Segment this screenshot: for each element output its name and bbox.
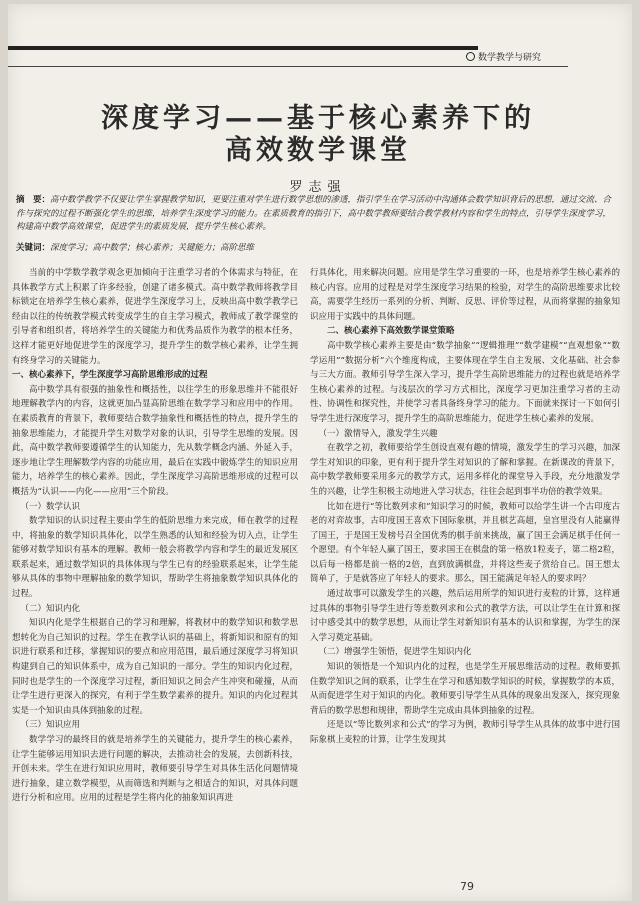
abstract-label: 摘 要： (16, 195, 51, 205)
section-label-text: 数学教学与研究 (478, 53, 542, 63)
header-rule-thick (8, 46, 478, 50)
paragraph: 当前的中学数学教学观念更加倾向于注重学习者的个体需求与特征，在具体教学方式上积累了许多经验，创建了诸多模式。高中数学教师将教学目标锁定在培养学生核心素养，促进学生深度学习上，反映出高中数学教学已经由以往的传统教学模式转变成学生的自主学习模式，教师成了教学课堂的引导者和组织者，将培养学生的关键能力和优秀品质作为教学的根本任务，这样才能更好地促进学生的深度学习，提升学生的数学核心素养，让学生拥有终身学习的关键能力。 (12, 268, 298, 366)
paragraph: 在教学之初，教师要给学生创设直观有趣的情境，激发学生的学习兴趣，加深学生对知识的印象，更有利于提升学生对知识的了解和掌握。在新课改的背景下，高中数学教师要采用多元的教学方式，运用多样化的课堂导入手段，充分地激发学生的兴趣，让学生积极主动地进入学习状态，往往会起到事半功倍的教学效果。 (310, 443, 620, 497)
section-heading: 一、核心素养下，学生深度学习高阶思维形成的过程 (12, 370, 208, 381)
paragraph: 行具体化，用来解决问题。应用是学生学习重要的一环，也是培养学生核心素养的核心内容。应用的过程是对学生深度学习结果的检验，对学生的高阶思维要求比较高，需要学生经历一系列的分析、判断、反思、评价等过程，从而将掌握的抽象知识应用于实践中的具体问题。 (310, 268, 620, 322)
subsection-heading: （一）激情导入，激发学生兴趣 (318, 428, 438, 439)
left-column (12, 266, 298, 866)
subsection-heading: （三）知识应用 (20, 720, 81, 731)
paragraph: 高中数学具有很强的抽象性和概括性，以往学生的形象思维并不能很好地理解教学内的内容，这就更加凸显高阶思维在数学学习和应用中的作用。在素质教育的背景下，教师要结合数学抽象性和概括性的特点，提升学生的抽象思维能力，才能提升学生对数学对象的认识，引导学生思维的发展。因此，高中数学教师要遵循学生的认知能力，先从数学概念内涵、外延入手，逐步地让学生理解数学内容的功能应用，最后在实践中锻炼学生的知识应用能力，培养学生的核心素养。因此，学生深度学习高阶思维形成的过程可以概括为“认识——内化——应用”三个阶段。 (12, 384, 298, 497)
keywords-label: 关键词： (16, 243, 51, 253)
journal-page (8, 4, 632, 901)
paragraph: 还是以“等比数列求和公式”的学习为例，教师引导学生从具体的故事中进行国际象棋上麦粒的计算，让学生发现其 (310, 720, 620, 745)
circle-bullet-icon (466, 52, 475, 61)
keywords-text: 深度学习；高中数学；核心素养；关键能力；高阶思维 (50, 243, 255, 253)
paragraph: 知识内化是学生根据自己的学习和理解，将教材中的数学知识和数学思想转化为自己知识的过程。学生在教学认识的基础上，将新知识和原有的知识进行联系和迁移，掌握知识的要点和应用范围，最后通过深度学习将知识构建到自己的知识体系中，成为自己知识的一部分。学生的知识内化过程，同时也是学生的一个深度学习过程，新旧知识之间会产生冲突和碰撞，从而让学生进行更深入的探究，有利于学生数学素养的提升。知识的内化过程其实是一个知识由具体到抽象的过程。 (12, 618, 298, 716)
article-title-line-2: 高效数学课堂 (225, 135, 411, 166)
subsection-heading: （二）知识内化 (20, 603, 81, 614)
abstract-text: 高中数学教学不仅要让学生掌握教学知识，更要注重对学生进行数学思想的渗透，指引学生在学习活动中沟通体会数学知识背后的思想，通过交流、合作与探究的过程不断强化学生的思维，培养学生深度学习的能力。在素质教育的指引下，高中数学教师要结合教学教材内容和学生的特点，引导学生深度学习，构建高中数学高效课堂，促进学生的素质发展，提升学生核心素养。 (16, 195, 612, 232)
keywords (16, 242, 616, 255)
paragraph: 高中数学核心素养主要是由“数学抽象”“逻辑推理”“数学建模”“直观想象”“数学运用”“数据分析”六个维度构成，主要体现在学生自主发展、文化基础、社会参与三大方面。教师引导学生深入学习，提升学生高阶思维能力的过程也就是培养学生核心素养的过程。与浅层次的学习方式相比，深度学习更加注重学习者的主动性、协调性和探究性，并使学习者具备终身学习的能力。下面就来探讨一下如何引导学生进行深度学习，提升学生的高阶思维能力，促进学生核心素养的发展。 (310, 340, 620, 424)
author-name: 罗志强 (289, 180, 347, 195)
subsection-heading: （一）数学认识 (20, 501, 81, 512)
paragraph: 通过故事可以激发学生的兴趣，然后运用所学的知识进行麦粒的计算，这样通过具体的事物引导学生进行等差数列求和公式的教学方法，可以让学生在计算和探讨中感受其中的数学思想，从而让学生对新知识有基本的认识和掌握，为学生的深入学习奠定基础。 (310, 589, 620, 643)
abstract (16, 194, 616, 235)
section-label (466, 50, 541, 63)
subsection-heading: （二）增强学生领悟，促进学生知识内化 (318, 647, 472, 658)
paragraph: 比如在进行“等比数列求和”知识学习的时候，教师可以给学生讲一个古印度古老的对弈故事，古印度国王喜欢下国际象棋，并且棋艺高超，皇宫里没有人能赢得了国王，于是国王发榜号召全国优秀的棋手前来挑战，赢了国王会满足棋手任何一个愿望。有个年轻人赢了国王，要求国王在棋盘的第一格放1粒麦子，第二格2粒，以后每一格都是前一格的2倍，直到放满棋盘，并将这些麦子赏给自己。国王想太简单了，于是就答应了年轻人的要求。那么，国王能满足年轻人的要求吗？ (310, 501, 620, 585)
page-number: 79 (460, 880, 474, 893)
right-column (310, 266, 620, 856)
article-title-line-1: 深度学习——基于核心素养下的 (101, 103, 535, 134)
paragraph: 数学知识的认识过程主要由学生的低阶思维力来完成，师在教学的过程中，将抽象的数学知识具体化，以学生熟悉的认知和经验为切入点，让学生能够对数学知识有基本的理解。教师一般会将教学内容和学生的最近发展区联系起来，通过数学知识的具体体现与学生已有的经验联系起来，让学生能够从具体的事物中理解抽象的数学知识，帮助学生将抽象数学知识具体化的过程。 (12, 516, 298, 600)
paragraph: 数学学习的最终目的就是培养学生的关键能力，提升学生的核心素养，让学生能够运用知识去进行问题的解决，去推动社会的发展，去创新科技，开创未来。学生在进行知识应用时，教师要引导学生对具体生活化问题情境进行抽象，建立数学模型，从而筛选和判断与之相适合的知识，对具体问题进行分析和应用。应用的过程是学生将内化的抽象知识再进 (12, 735, 298, 804)
header-rule-thin (8, 66, 568, 67)
paragraph: 知识的领悟是一个知识内化的过程，也是学生开展思维活动的过程。教师要抓住数学知识之间的联系，让学生在学习和感知数学知识的时候，掌握数学的本质，从而促进学生对于知识的内化。教师要引导学生从具体的现象出发深入，探究现象背后的数学思想和规律，帮助学生完成由具体到抽象的过程。 (310, 662, 620, 716)
section-heading: 二、核心素养下高效数学课堂策略 (327, 326, 455, 337)
